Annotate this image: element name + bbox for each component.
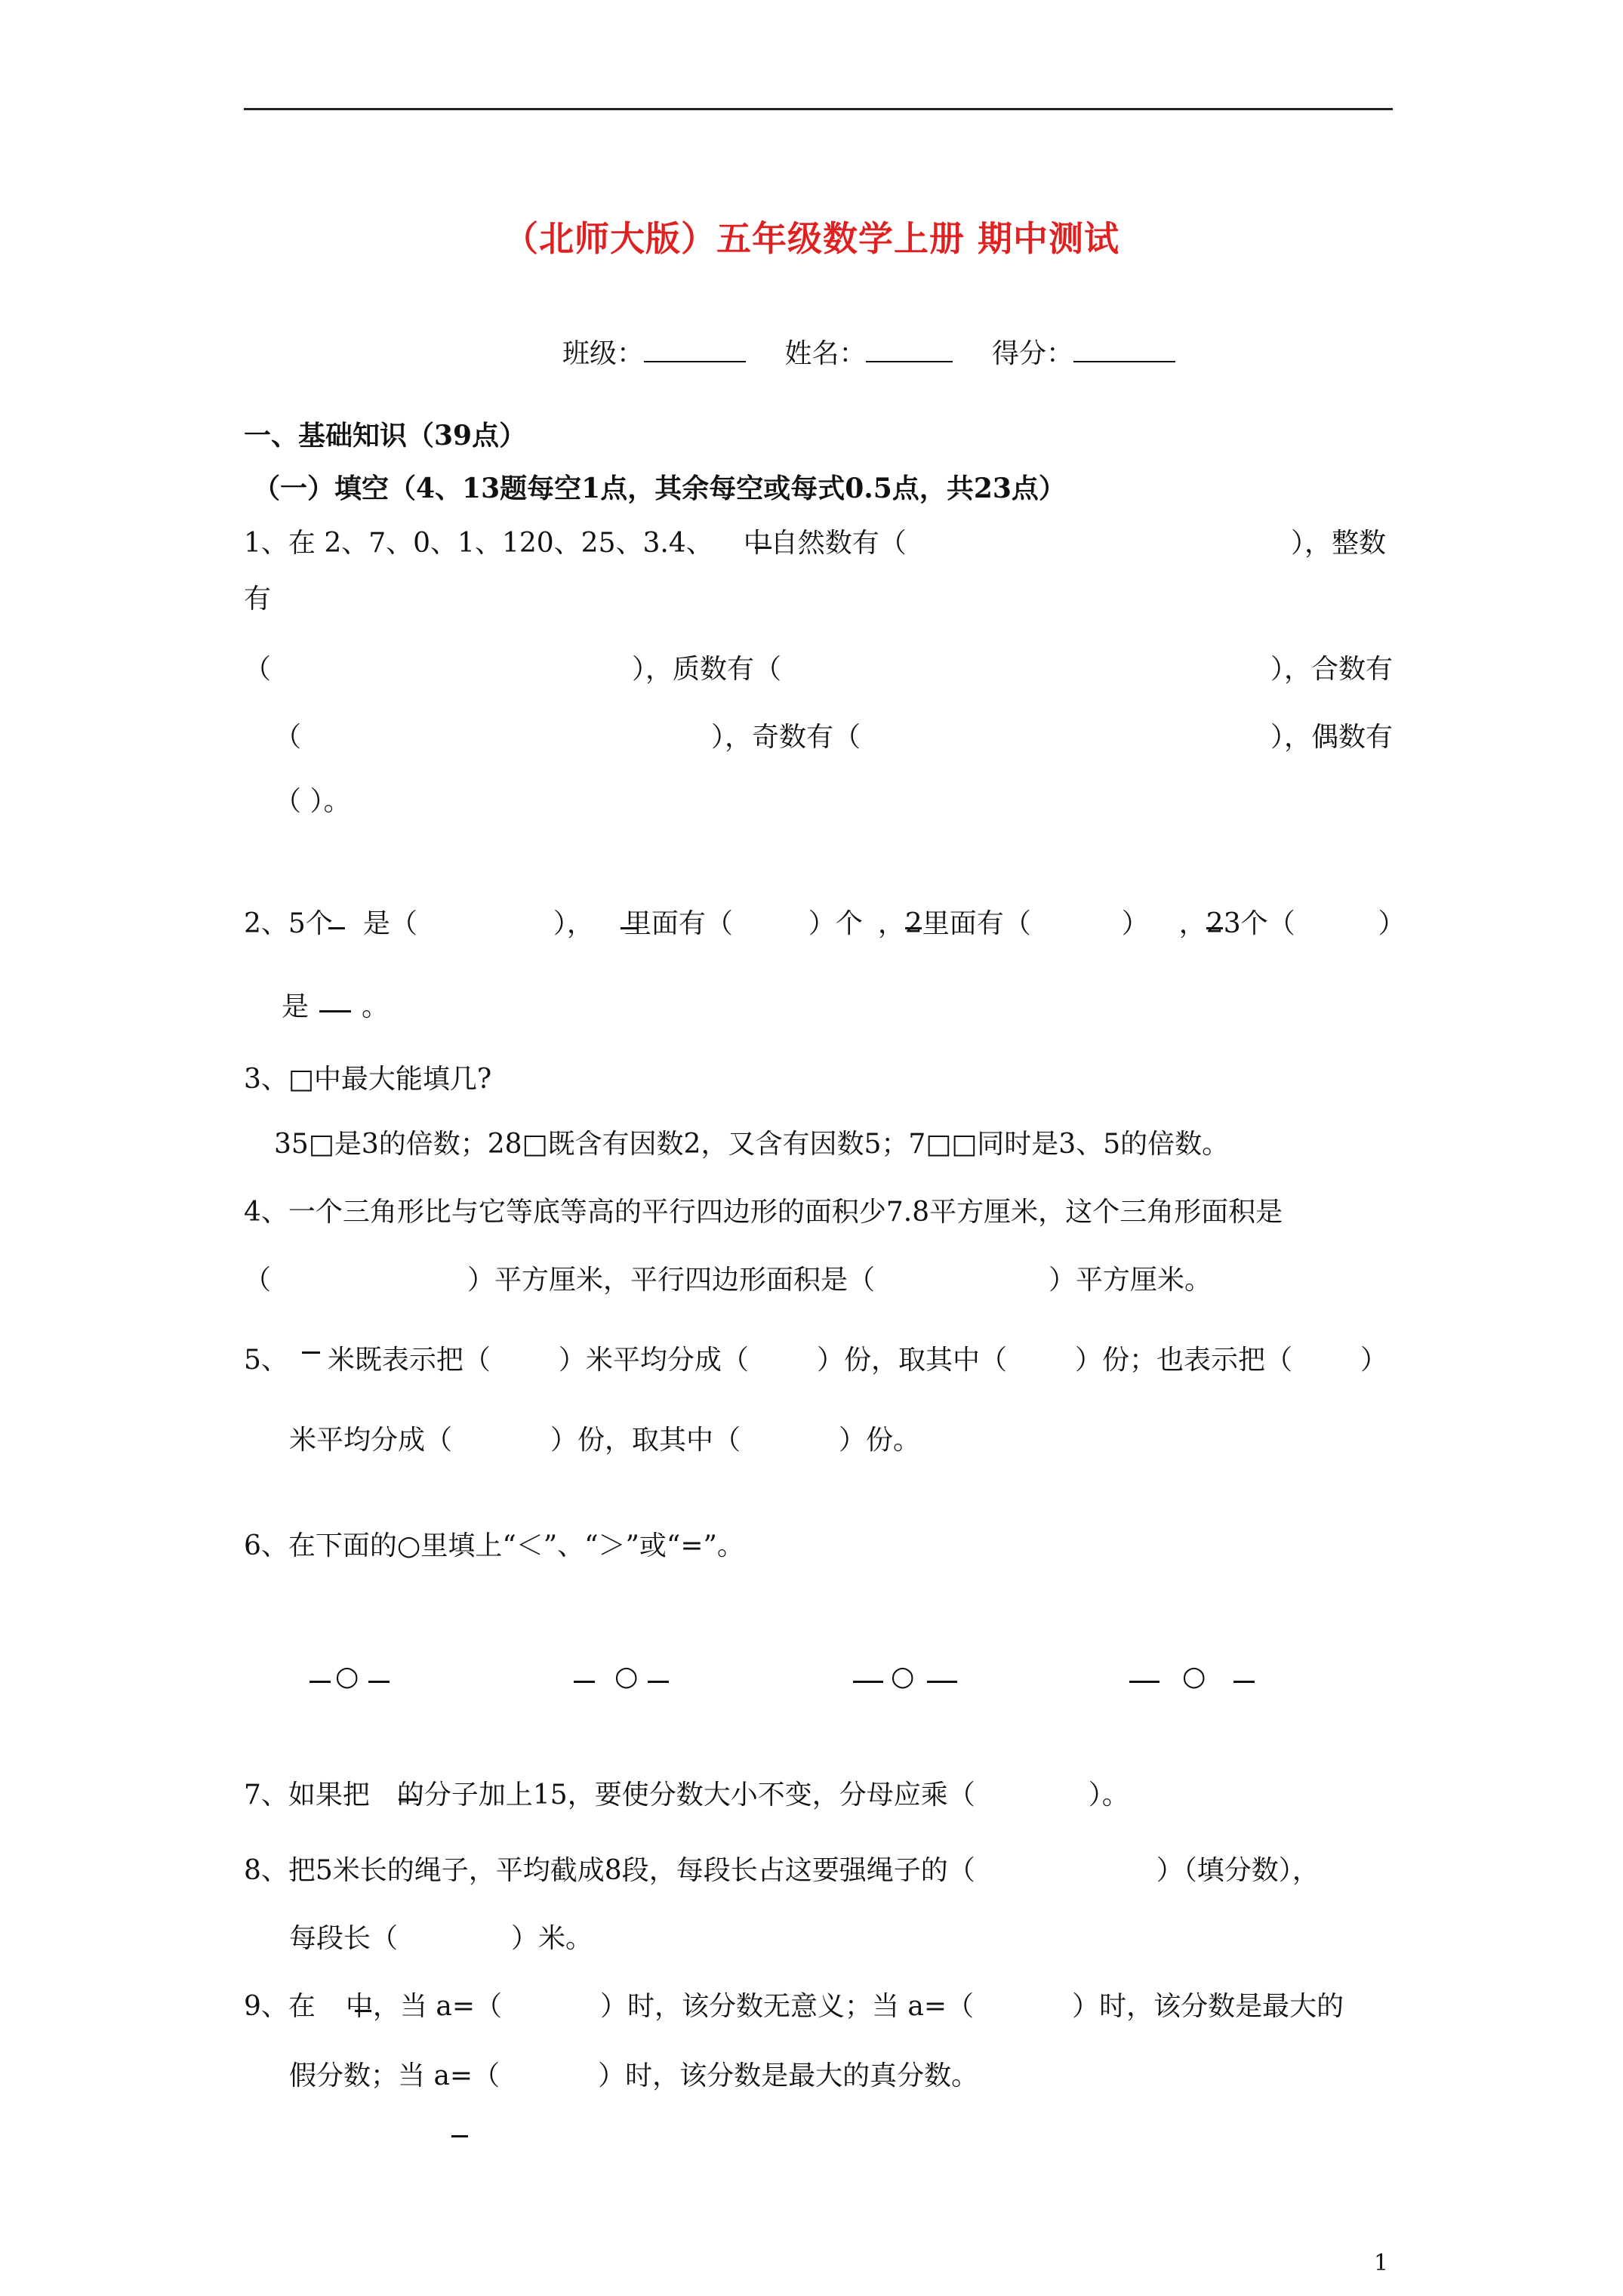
q2-part: 。: [362, 991, 390, 1022]
q5-part: ）份，取其中（: [816, 1345, 1007, 1376]
q1-paren: （: [244, 654, 272, 685]
section-heading: 一、基础知识（39点）: [244, 420, 527, 451]
q2-line2: [282, 991, 389, 1023]
q4-line1: 4、一个三角形比与它等底等高的平行四边形的面积少7.8平方厘米，这个三角形面积是: [244, 1197, 1283, 1228]
q7-line: [244, 1779, 1129, 1811]
q1-line2: [244, 648, 1393, 686]
q5-part: 米既表示把（: [327, 1345, 491, 1376]
q2-part: 里面有（: [624, 908, 733, 939]
q1-composite: ），合数有: [1270, 654, 1393, 685]
q5-line2: [289, 1424, 920, 1456]
q1-line4: （ ）。: [274, 786, 351, 817]
q1-integer: ），整数: [1291, 528, 1387, 559]
q9-part: 假分数；当 a=（: [289, 2060, 500, 2091]
q2-part: ）: [1378, 908, 1406, 939]
class-label: 班级：: [562, 338, 645, 369]
q9-part: ）时，该分数无意义；当 a=（: [599, 1991, 975, 2022]
q9-part: ）时，该分数是最大的真分数。: [598, 2060, 979, 2091]
q2-line1: [244, 908, 1406, 940]
q5-part: ）份；也表示把（: [1074, 1345, 1292, 1376]
q9-part: 9、在: [244, 1991, 316, 2022]
q9-part: 中，当 a=（: [345, 1991, 502, 2022]
q6-line1: 6、在下面的○里填上“＜”、“＞”或“=”。: [244, 1530, 744, 1561]
q9-part: ）时，该分数是最大的: [1072, 1991, 1344, 2022]
q8-part: ）米。: [511, 1923, 593, 1954]
q4-line2: [244, 1264, 1212, 1296]
compare-circle[interactable]: ○: [891, 1661, 915, 1692]
q2-part: ，2里面有（: [877, 908, 1031, 939]
fraction-mark: [853, 1681, 883, 1683]
q2-part: ，23个（: [1178, 908, 1295, 939]
q2-part: ）: [1121, 908, 1149, 939]
q5-part: ）: [1360, 1345, 1387, 1376]
q2-part: 是: [282, 991, 310, 1022]
fraction-mark: [621, 927, 637, 929]
fraction-mark: [302, 1351, 320, 1354]
q5-part: ）份。: [839, 1425, 921, 1456]
q8-part: 每段长（: [289, 1923, 399, 1954]
q1-line3: [244, 716, 1393, 754]
q5-part: ）米平均分成（: [558, 1345, 749, 1376]
q2-part: 2、5个: [244, 908, 333, 939]
q1-paren: （: [274, 722, 302, 753]
score-blank[interactable]: [1073, 335, 1175, 362]
q5-part: 米平均分成（: [289, 1425, 453, 1456]
q5-part: ）份，取其中（: [550, 1425, 741, 1456]
fraction-mark: [1206, 927, 1223, 929]
q1-wrap: 有: [244, 584, 272, 615]
fraction-mark: [648, 1681, 669, 1683]
q1-prime: ），质数有（: [631, 654, 781, 685]
name-label: 姓名：: [784, 338, 867, 369]
compare-circle[interactable]: ○: [335, 1661, 359, 1692]
q3-line2: 35□是3的倍数；28□既含有因数2，又含有因数5；7□□同时是3、5的倍数。: [274, 1129, 1230, 1160]
fraction-mark: [368, 1681, 390, 1683]
compare-circle[interactable]: ○: [1182, 1661, 1206, 1692]
compare-circle[interactable]: ○: [614, 1661, 639, 1692]
q3-line1: 3、□中最大能填几?: [244, 1064, 492, 1095]
q4-part: ）平方厘米，平行四边形面积是（: [467, 1265, 876, 1296]
q9-line2: [289, 2060, 978, 2092]
fraction-mark: [755, 547, 771, 549]
student-info: [562, 332, 1175, 371]
q8-line2: [289, 1922, 593, 1955]
q8-part: 8、把5米长的绳子，平均截成8段，每段长占这要强绳子的（: [244, 1855, 975, 1886]
q1-numbers: 1、在 2、7、0、1、120、25、3.4、: [244, 528, 713, 559]
fraction-mark: [1233, 1681, 1255, 1683]
fraction-mark: [355, 2010, 371, 2012]
header-rule: [244, 108, 1393, 110]
fraction-mark: [328, 927, 345, 929]
q4-part: （: [244, 1265, 272, 1296]
fraction-mark: [927, 1681, 957, 1683]
q1-line1: [244, 527, 907, 559]
q9-line1: [244, 1990, 1344, 2023]
fraction-mark: [319, 1010, 351, 1012]
fraction-mark: [399, 1798, 418, 1801]
fraction-mark: [574, 1681, 595, 1683]
q2-part: ）个: [808, 908, 863, 939]
q1-natural: 自然数有（: [770, 528, 907, 559]
fraction-mark: [451, 2135, 468, 2137]
q1-mid: 中: [743, 528, 771, 559]
q7-part: 7、如果把: [244, 1780, 370, 1811]
fraction-mark: [905, 927, 922, 929]
q5-line1: [244, 1344, 1387, 1376]
q1-even: ），偶数有: [1270, 722, 1393, 753]
q7-part: 的分子加上15，要使分数大小不变，分母应乘（: [396, 1780, 975, 1811]
q2-part: 是（: [362, 908, 417, 939]
q2-part: ），: [553, 908, 594, 939]
fraction-mark: [1129, 1681, 1160, 1683]
class-blank[interactable]: [644, 335, 746, 362]
q8-part: ）（填分数），: [1156, 1855, 1320, 1886]
page-number: 1: [1374, 2250, 1389, 2276]
q7-part: ）。: [1088, 1780, 1129, 1811]
subsection-heading: （一）填空（4、13题每空1点，其余每空或每式0.5点，共23点）: [253, 473, 1066, 504]
page-title: （北师大版）五年级数学上册 期中测试: [503, 218, 1119, 259]
q5-part: 5、: [244, 1345, 288, 1376]
fraction-mark: [310, 1681, 331, 1683]
score-label: 得分：: [991, 338, 1073, 369]
q4-part: ）平方厘米。: [1049, 1265, 1212, 1296]
name-blank[interactable]: [866, 335, 953, 362]
q1-odd: ），奇数有（: [710, 722, 861, 753]
q8-line1: [244, 1854, 1320, 1887]
